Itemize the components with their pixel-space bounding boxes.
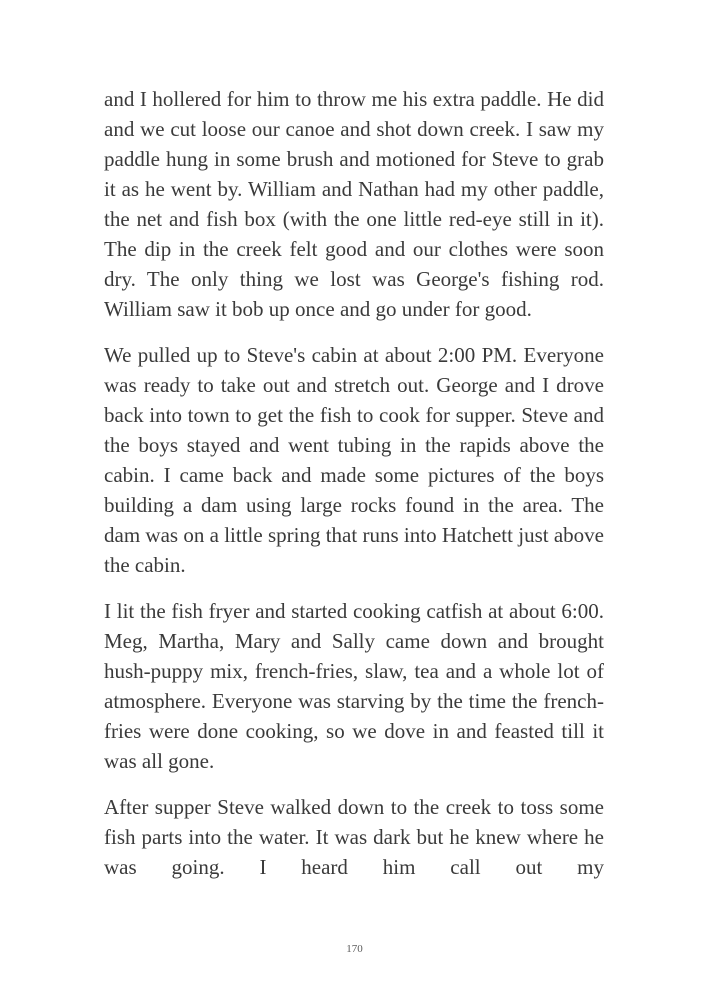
paragraph-1: and I hollered for him to throw me his extra paddle. He did and we cut loose our canoe and shot down creek. I saw my paddle hung in some brush and motioned for Steve to grab it as he went by. William and Nathan had my other paddle, the net and fish box (with the one little red-eye still in it). The dip in the creek felt good and our clothes were soon dry. The only thing we lost was George's fishing rod. William saw it bob up once and go under for good. bbox=[104, 87, 604, 321]
paragraph-4: After supper Steve walked down to the creek to toss some fish parts into the water. It was dark but he knew where he was going. I heard him call out my bbox=[104, 795, 604, 879]
body-text bbox=[104, 84, 604, 898]
page-number: 170 bbox=[346, 943, 363, 955]
paragraph-3: I lit the fish fryer and started cooking catfish at about 6:00. Meg, Martha, Mary and Sally came down and brought hush-puppy mix, french-fries, slaw, tea and a whole lot of atmosphere. Everyone was starving by the time the french-fries were done cooking, so we dove in and feasted till it was all gone. bbox=[104, 599, 604, 773]
paragraph-2: We pulled up to Steve's cabin at about 2:00 PM. Everyone was ready to take out and stretch out. George and I drove back into town to get the fish to cook for supper. Steve and the boys stayed and went tubing in the rapids above the cabin. I came back and made some pictures of the boys building a dam using large rocks found in the area. The dam was on a little spring that runs into Hatchett just above the cabin. bbox=[104, 343, 604, 577]
